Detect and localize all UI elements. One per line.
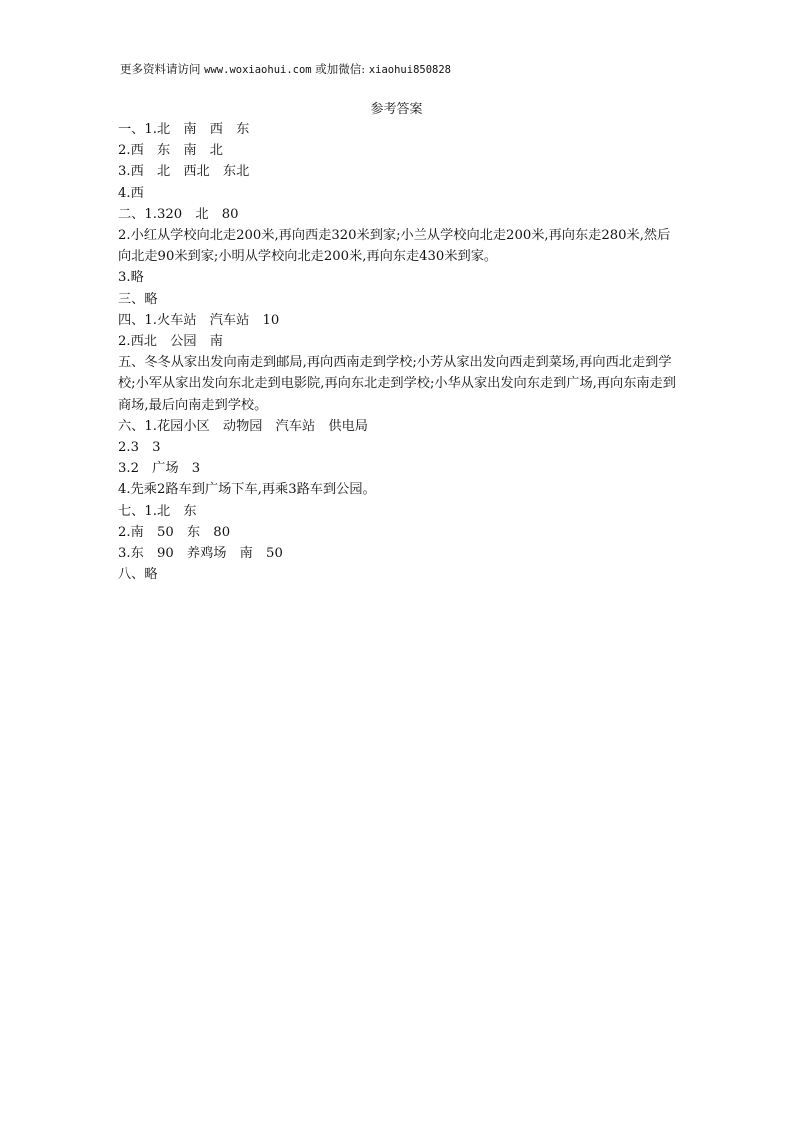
page-title: 参考答案 [370, 102, 423, 117]
answer-line: 四、1.火车站 汽车站 10 [118, 312, 280, 328]
answer-line: 2.小红从学校向北走200米,再向西走320米到家;小兰从学校向北走200米,再向东走280米,然后向北走90米到家;小明从学校向北走200米,再向东走430米到家。 [118, 228, 671, 265]
answer-line: 2.3 3 [118, 440, 161, 456]
answer-list [118, 119, 680, 585]
header-wechat-id: xiaohui850828 [368, 64, 451, 76]
answer-line: 3.西 北 西北 东北 [118, 164, 250, 180]
answer-line: 4.先乘2路车到广场下车,再乘3路车到公园。 [118, 482, 376, 498]
answer-line: 3.东 90 养鸡场 南 50 [118, 546, 283, 562]
answer-line: 3.略 [118, 270, 144, 286]
header-website-link[interactable]: www.woxiaohui.com [204, 64, 312, 76]
answer-line: 八、略 [118, 567, 158, 583]
answer-line: 2.西 东 南 北 [118, 143, 223, 159]
header-middle: 或加微信: [311, 62, 369, 76]
answer-line: 二、1.320 北 80 [118, 206, 239, 222]
answer-line: 五、冬冬从家出发向南走到邮局,再向西南走到学校;小芳从家出发向西走到菜场,再向西北走到学校;小军从家出发向东北走到电影院,再向东北走到学校;小华从家出发向东走到广场,再向东南走到商场,最后向南走到学校。 [118, 355, 676, 413]
answer-line: 2.南 50 东 80 [118, 524, 231, 540]
answer-line: 3.2 广场 3 [118, 461, 201, 477]
answer-line: 2.西北 公园 南 [118, 334, 223, 350]
answer-line: 三、略 [118, 291, 158, 307]
page-header [120, 61, 451, 78]
answer-line: 一、1.北 南 西 东 [118, 122, 250, 137]
answer-line: 七、1.北 东 [118, 503, 197, 519]
answer-line: 六、1.花园小区 动物园 汽车站 供电局 [118, 418, 368, 434]
header-prefix: 更多资料请访问 [120, 62, 205, 76]
answer-line: 4.西 [118, 185, 144, 201]
